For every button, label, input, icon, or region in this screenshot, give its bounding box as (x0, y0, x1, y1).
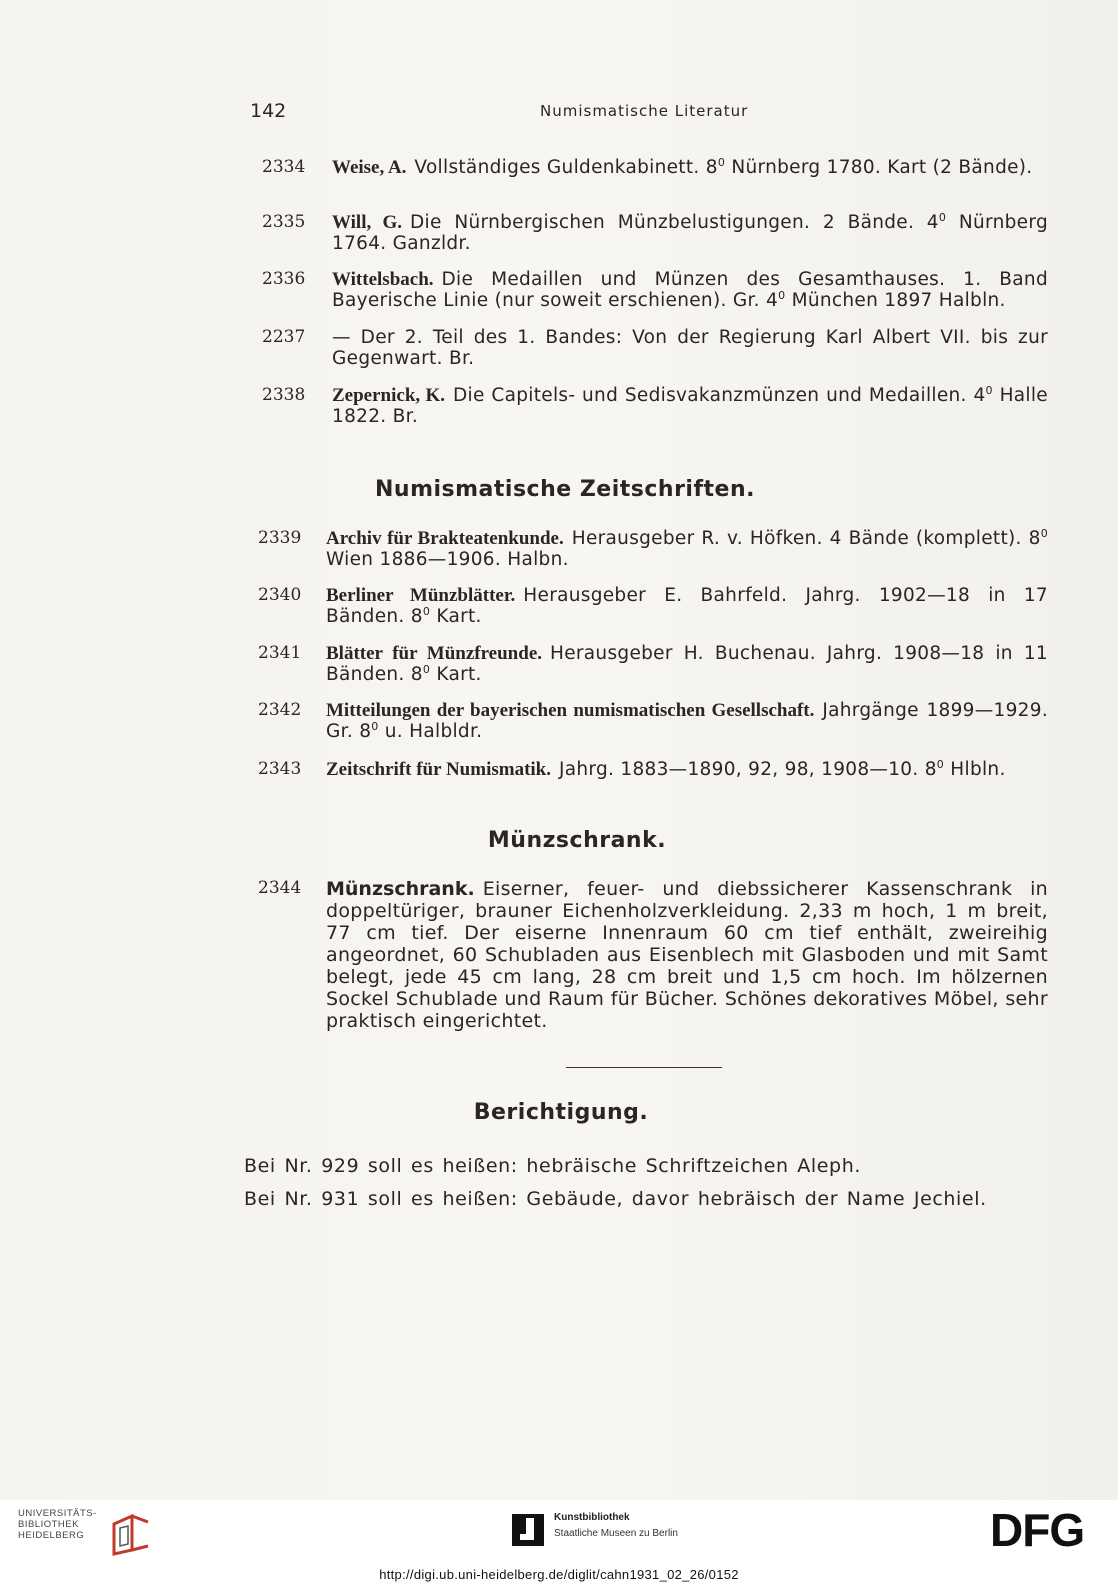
format-superscript: 0 (1040, 527, 1048, 540)
library-name-line: BIBLIOTHEK (18, 1519, 79, 1530)
entry-number: 2338 (262, 385, 306, 405)
dfg-logo-text: DFG (990, 1504, 1085, 1554)
entry-description-tail: München 1897 Halbln. (785, 290, 1006, 311)
section-heading-zeitschriften: Numismatische Zeitschriften. (375, 477, 755, 502)
entry-number: 2340 (258, 585, 302, 605)
entry-author: Zepernick, K. (332, 385, 445, 406)
format-superscript: 0 (985, 384, 993, 397)
entry-description-tail: Kart. (430, 606, 482, 627)
entry-text (332, 327, 1048, 369)
entry-description: Herausgeber R. v. Höfken. 4 Bände (komplett). 8 (571, 528, 1041, 549)
entry-author: Archiv für Brakteatenkunde. (326, 528, 564, 549)
entry-description: — Der 2. Teil des 1. Bandes: Von der Regierung Karl Albert VII. bis zur Gegenwart. Br. (332, 327, 1048, 369)
entry-description: Herausgeber H. Buchenau. Jahrg. 1908—18 in 11 Bänden. 8 (326, 643, 1048, 685)
format-superscript: 0 (936, 758, 945, 771)
entry-text (326, 528, 1048, 570)
library-name (18, 1508, 97, 1541)
entry-number: 2344 (258, 878, 302, 898)
entry-description-tail: u. Halbldr. (378, 721, 483, 742)
entry-author: Wittelsbach. (332, 269, 434, 290)
entry-text (326, 878, 1048, 1032)
kunstbibliothek-logo[interactable] (508, 1508, 708, 1548)
entry-author: Münzschrank. (326, 878, 475, 900)
document-url[interactable]: http://digi.ub.uni-heidelberg.de/diglit/cahn1931_02_26/0152 (379, 1567, 739, 1582)
entry-description: Jahrgänge 1899—1929. Gr. 8 (326, 700, 1049, 742)
kunstbibliothek-name: Kunstbibliothek (554, 1512, 630, 1523)
entry-number: 2343 (258, 759, 302, 779)
entry-number: 2342 (258, 700, 302, 720)
format-superscript: 0 (371, 720, 379, 733)
entry-author: Will, G. (332, 212, 403, 233)
dfg-logo[interactable] (990, 1504, 1106, 1554)
entry-number: 2339 (258, 528, 302, 548)
separator-rule (566, 1067, 722, 1068)
entry-text (326, 700, 1048, 742)
correction-line: Bei Nr. 931 soll es heißen: Gebäude, davor hebräisch der Name Jechiel. (244, 1188, 987, 1210)
heidelberg-library-logo[interactable] (18, 1508, 153, 1558)
entry-description: Eiserner, feuer- und diebssicherer Kassenschrank in doppeltüriger, brauner Eichenholzverkleidung. 2,33 m hoch, 1 m breit, 77 cm tief. Der eiserne Innenraum 60 cm tief enthält, zweireihig angeordnet, 60 Schubladen aus Eisenblech mit Glasboden und mit Samt belegt, jede 45 cm lang, 28 cm breit und 1,5 cm hoch. Im hölzernen Sockel Schublade und Raum für Bücher. Schönes dekoratives Möbel, sehr praktisch eingerichtet. (326, 878, 1048, 1032)
entry-text (332, 157, 1048, 178)
entry-text (326, 585, 1048, 627)
entry-description-tail: Halle 1822. Br. (332, 385, 1048, 427)
entry-text (332, 212, 1048, 254)
correction-line: Bei Nr. 929 soll es heißen: hebräische Schriftzeichen Aleph. (244, 1155, 861, 1177)
entry-author: Weise, A. (332, 157, 407, 178)
running-title: Numismatische Literatur (540, 102, 749, 120)
entry-description: Die Nürnbergischen Münzbelustigungen. 2 Bände. 4 (410, 212, 939, 233)
entry-number: 2336 (262, 269, 306, 289)
entry-description: Vollständiges Guldenkabinett. 8 (414, 157, 718, 178)
entry-author: Berliner Münzblätter. (326, 585, 516, 606)
kunstbibliothek-subtitle: Staatliche Museen zu Berlin (554, 1528, 678, 1539)
entry-number: 2335 (262, 212, 306, 232)
entry-author: Mitteilungen der bayerischen numismatischen Gesellschaft. (326, 700, 815, 721)
entry-text (326, 759, 1048, 780)
library-name-line: UNIVERSITÄTS- (18, 1508, 97, 1519)
entry-description-tail: Nürnberg 1764. Ganzldr. (332, 212, 1048, 254)
format-superscript: 0 (938, 211, 947, 224)
entry-text (326, 643, 1048, 685)
entry-number: 2237 (262, 327, 306, 347)
format-superscript: 0 (422, 663, 431, 676)
page-number: 142 (250, 100, 287, 122)
viewer-footer (0, 1500, 1118, 1588)
entry-description-tail: Nürnberg 1780. Kart (2 Bände). (725, 157, 1033, 178)
library-emblem-icon (110, 1510, 152, 1556)
running-head (0, 100, 1118, 126)
entry-description-tail: Wien 1886—1906. Halbn. (326, 549, 569, 570)
entry-author: Blätter für Münzfreunde. (326, 643, 542, 664)
kunstbibliothek-icon (512, 1514, 544, 1546)
section-heading-muenzschrank: Münzschrank. (487, 828, 667, 853)
entry-description-tail: Hlbln. (944, 759, 1006, 780)
entry-number: 2334 (262, 157, 306, 177)
entry-author: Zeitschrift für Numismatik. (326, 759, 551, 780)
entry-description: Die Capitels- und Sedisvakanzmünzen und Medaillen. 4 (452, 385, 986, 406)
format-superscript: 0 (778, 289, 786, 302)
entry-description: Jahrg. 1883—1890, 92, 98, 1908—10. 8 (559, 759, 937, 780)
entry-description: Herausgeber E. Bahrfeld. Jahrg. 1902—18 in 17 Bänden. 8 (326, 585, 1048, 627)
entry-number: 2341 (258, 643, 302, 663)
entry-text (332, 269, 1048, 311)
entry-description-tail: Kart. (430, 664, 482, 685)
entry-text (332, 385, 1048, 427)
library-name-line: HEIDELBERG (18, 1530, 85, 1541)
entry-description: Die Medaillen und Münzen des Gesamthauses. 1. Band Bayerische Linie (nur soweit erschienen). Gr. 4 (332, 269, 1048, 311)
format-superscript: 0 (422, 605, 431, 618)
section-heading-berichtigung: Berichtigung. (473, 1100, 649, 1125)
format-superscript: 0 (717, 156, 726, 169)
